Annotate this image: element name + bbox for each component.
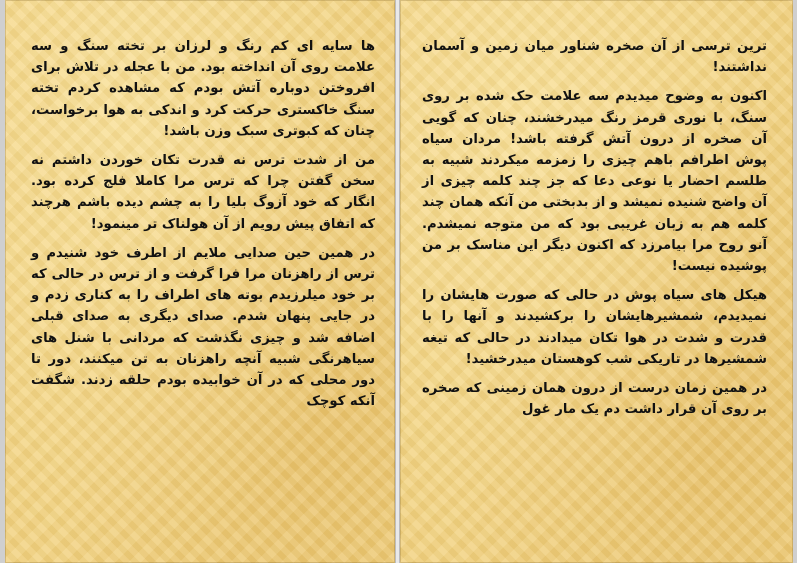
right-page-text	[422, 36, 767, 428]
right-page	[400, 0, 793, 563]
paragraph: در همین زمان درست از درون همان زمینی که صخره بر روی آن قرار داشت دم یک مار غول	[422, 381, 767, 418]
left-page-text	[31, 36, 375, 420]
paragraph: ها سایه ای کم رنگ و لرزان بر تخته سنگ و سه علامت روی آن انداخته بود. من با عجله در تلاش برای افروختن دوباره آتش بودم که مشاهده کردم تخته سنگ خاکستری حرکت کرد و اندکی به هوا برخواست، چنان که کبوتری سبک وزن باشد!	[31, 39, 375, 139]
paragraph: هیکل های سیاه پوش در حالی که صورت هایشان را نمیدیدم، شمشیرهایشان را برکشیدند و آنها را با قدرت و شدت در هوا تکان میدادند در حالی که تیغه شمشیرها در تاریکی شب کوهستان میدرخشید!	[422, 288, 767, 367]
paragraph: ترین ترسی از آن صخره شناور میان زمین و آسمان نداشتند!	[422, 39, 767, 76]
left-page	[5, 0, 395, 563]
paragraph: اکنون به وضوح میدیدم سه علامت حک شده بر روی سنگ، با نوری قرمز رنگ میدرخشند، چنان که گویی آن صخره از درون آتش گرفته باشد! مردان سیاه پوش اطرافم باهم چیزی را زمزمه میکردند شبیه به طلسم احضار یا نوعی دعا که جز چند کلمه چیزی از آن واضح شنیده نمیشد و از بدبختی من آنکه همان چند کلمه هم به زبان غریبی بود که من متوجه نمیشدم. آنو روح مرا بیامرزد که اکنون دیگر این مناسک بر من پوشیده نیست!	[422, 89, 767, 275]
paragraph: من از شدت ترس نه قدرت تکان خوردن داشتم نه سخن گفتن چرا که ترس مرا کاملا فلج کرده بود. انگار که خود آزوگ بلیا را به چشم دیده باشم هرچند که اتفاق پیش رویم از آن هولناک تر مینمود!	[31, 153, 375, 232]
paragraph: در همین حین صدایی ملایم از اطرف خود شنیدم و ترس از راهزنان مرا فرا گرفت و از ترس در حالی که بر خود میلرزیدم بوته های اطراف را به کناری زدم و در جایی پنهان شدم. صدای دیگری به صدای قبلی اضافه شد و چیزی نگذشت که مردانی با شنل های سیاهرنگی شبیه آنچه راهزنان به تن میکنند، دور تا دور محلی که در آن خوابیده بودم حلقه زدند. شگفت آنکه کوچک	[31, 245, 375, 410]
